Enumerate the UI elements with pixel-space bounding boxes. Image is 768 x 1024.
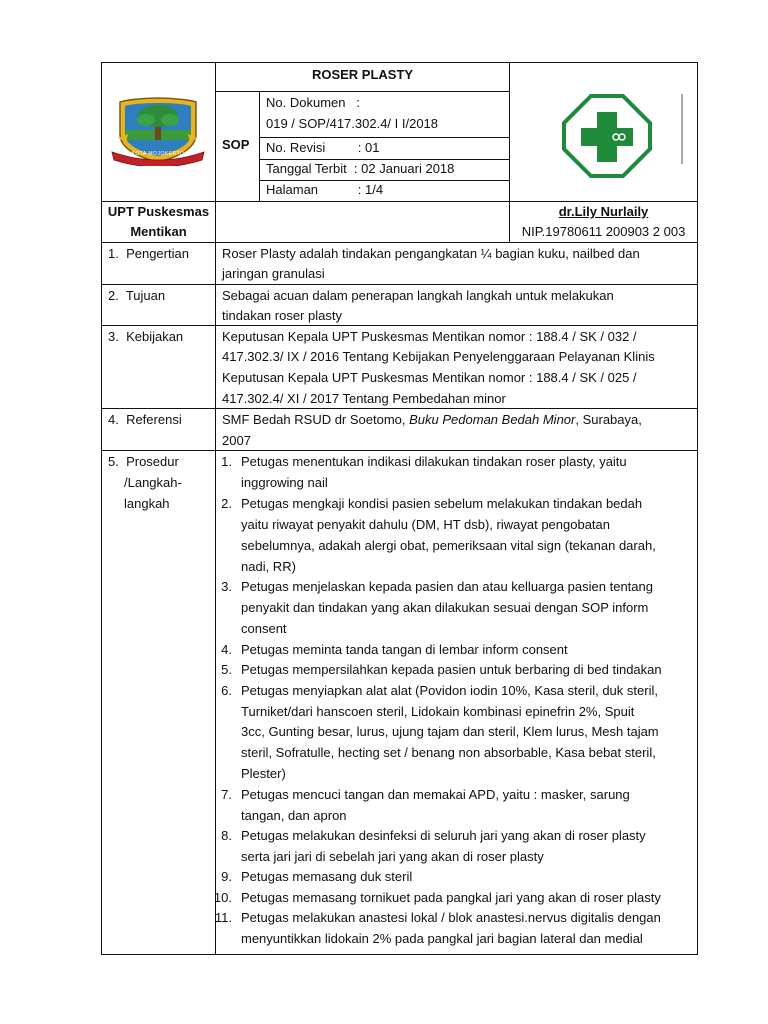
- step-number: 11.: [214, 910, 232, 925]
- step-line: Petugas mencuci tangan dan memakai APD, yaitu : masker, sarung: [241, 787, 630, 802]
- step-number: 1.: [221, 454, 232, 469]
- step-line: Petugas mempersilahkan kepada pasien untuk berbaring di bed tindakan: [241, 662, 662, 677]
- step-line: Petugas meminta tanda tangan di lembar inform consent: [241, 642, 568, 657]
- step-line: Petugas menentukan indikasi dilakukan tindakan roser plasty, yaitu: [241, 454, 627, 469]
- pengertian-line-1: Roser Plasty adalah tindakan pengangkatan ¼ bagian kuku, nailbed dan: [222, 246, 640, 261]
- border-right: [697, 62, 698, 955]
- step-number: 4.: [221, 642, 232, 657]
- step-line: nadi, RR): [241, 559, 296, 574]
- step-line: Turniket/dari hanscoen steril, Lidokain kombinasi epinefrin 2%, Spuit: [241, 704, 635, 719]
- step-number: 7.: [221, 787, 232, 802]
- step-line: Petugas menyiapkan alat alat (Povidon iodin 10%, Kasa steril, duk steril,: [241, 683, 658, 698]
- page-field: Halaman : 1/4: [266, 182, 384, 197]
- tujuan-line-1: Sebagai acuan dalam penerapan langkah langkah untuk melakukan: [222, 288, 614, 303]
- title-bottom: [215, 91, 510, 92]
- border-top: [101, 62, 698, 63]
- sep-sop: [259, 92, 260, 202]
- sop-label: SOP: [222, 137, 250, 152]
- step-line: tangan, dan apron: [241, 808, 347, 823]
- kebijakan-line-2: 417.302.3/ IX / 2016 Tentang Kebijakan Penyelenggaraan Pelayanan Klinis: [222, 349, 655, 364]
- kebijakan-label: 3. Kebijakan: [108, 329, 184, 344]
- kebijakan-line-1: Keputusan Kepala UPT Puskesmas Mentikan nomor : 188.4 / SK / 032 /: [222, 329, 637, 344]
- tujuan-line-2: tindakan roser plasty: [222, 308, 342, 323]
- document-title: ROSER PLASTY: [311, 67, 414, 82]
- step-number: 5.: [221, 662, 232, 677]
- referensi-book-title: Buku Pedoman Bedah Minor: [409, 412, 576, 427]
- step-line: menyuntikkan lidokain 2% pada pangkal jari bagian lateral dan medial: [241, 931, 643, 946]
- head-name: dr.Lily Nurlaily: [558, 204, 649, 219]
- step-number: 3.: [221, 579, 232, 594]
- kebijakan-line-3: Keputusan Kepala UPT Puskesmas Mentikan nomor : 188.4 / SK / 025 /: [222, 370, 637, 385]
- kebijakan-line-4: 417.302.4/ XI / 2017 Tentang Pembedahan minor: [222, 391, 506, 406]
- puskesmas-cross-logo: [562, 94, 684, 178]
- step-line: sebelumnya, adakah alergi obat, pemeriksaan vital sign (tekanan darah,: [241, 538, 656, 553]
- step-line: yaitu riwayat penyakit dahulu (DM, HT dsb), riwayat pengobatan: [241, 517, 611, 532]
- border-bottom: [101, 954, 698, 955]
- issue-date-field: Tanggal Terbit : 02 Januari 2018: [266, 161, 455, 176]
- tujuan-label: 2. Tujuan: [108, 288, 166, 303]
- pengertian-line-2: jaringan granulasi: [222, 266, 325, 281]
- referensi-suffix: , Surabaya,: [575, 412, 642, 427]
- prosedur-label-1: 5. Prosedur: [108, 454, 179, 469]
- step-number: 8.: [221, 828, 232, 843]
- step-number: 10.: [213, 890, 232, 905]
- referensi-prefix: SMF Bedah RSUD dr Soetomo,: [222, 412, 410, 427]
- step-line: Petugas memasang duk steril: [241, 869, 413, 884]
- regional-emblem-logo: [108, 94, 208, 166]
- step-line: penyakit dan tindakan yang akan dilakukan sesuai dengan SOP inform: [241, 600, 649, 615]
- step-line: Petugas menjelaskan kepada pasien dan atau kelluarga pasien tentang: [241, 579, 653, 594]
- step-line: 3cc, Gunting besar, lurus, ujung tajam dan steril, Klem lurus, Mesh tajam: [241, 724, 659, 739]
- prosedur-label-2: /Langkah-: [124, 475, 182, 490]
- org-name-line1: UPT Puskesmas: [107, 204, 210, 219]
- revision-field: No. Revisi : 01: [266, 140, 380, 155]
- step-line: serta jari jari di sebelah jari yang akan di roser plasty: [241, 849, 544, 864]
- doc-number-label: No. Dokumen :: [266, 95, 360, 110]
- referensi-line-1: [222, 409, 690, 430]
- emblem-ribbon-text: KOTA MOJOKERTO: [131, 151, 185, 157]
- step-line: Petugas melakukan anastesi lokal / blok anastesi.nervus digitalis dengan: [241, 910, 661, 925]
- prosedur-label-3: langkah: [124, 496, 170, 511]
- step-line: consent: [241, 621, 287, 636]
- step-line: inggrowing nail: [241, 475, 328, 490]
- step-line: Petugas mengkaji kondisi pasien sebelum melakukan tindakan bedah: [241, 496, 643, 511]
- referensi-line-2: 2007: [222, 433, 251, 448]
- step-number: 6.: [221, 683, 232, 698]
- pengertian-label: 1. Pengertian: [108, 246, 189, 261]
- border-left: [101, 62, 102, 955]
- step-line: Plester): [241, 766, 286, 781]
- step-number: 9.: [221, 869, 232, 884]
- step-line: Petugas memasang tornikuet pada pangkal jari yang akan di roser plasty: [241, 890, 661, 905]
- org-name-line2: Mentikan: [130, 224, 187, 239]
- step-line: steril, Sofratulle, hecting set / benang non absorbable, Kasa bebat steril,: [241, 745, 656, 760]
- referensi-label: 4. Referensi: [108, 412, 182, 427]
- doc-number-value: 019 / SOP/417.302.4/ I I/2018: [266, 116, 439, 131]
- step-line: Petugas melakukan desinfeksi di seluruh jari yang akan di roser plasty: [241, 828, 646, 843]
- head-nip: NIP.19780611 200903 2 003: [521, 224, 686, 239]
- step-number: 2.: [221, 496, 232, 511]
